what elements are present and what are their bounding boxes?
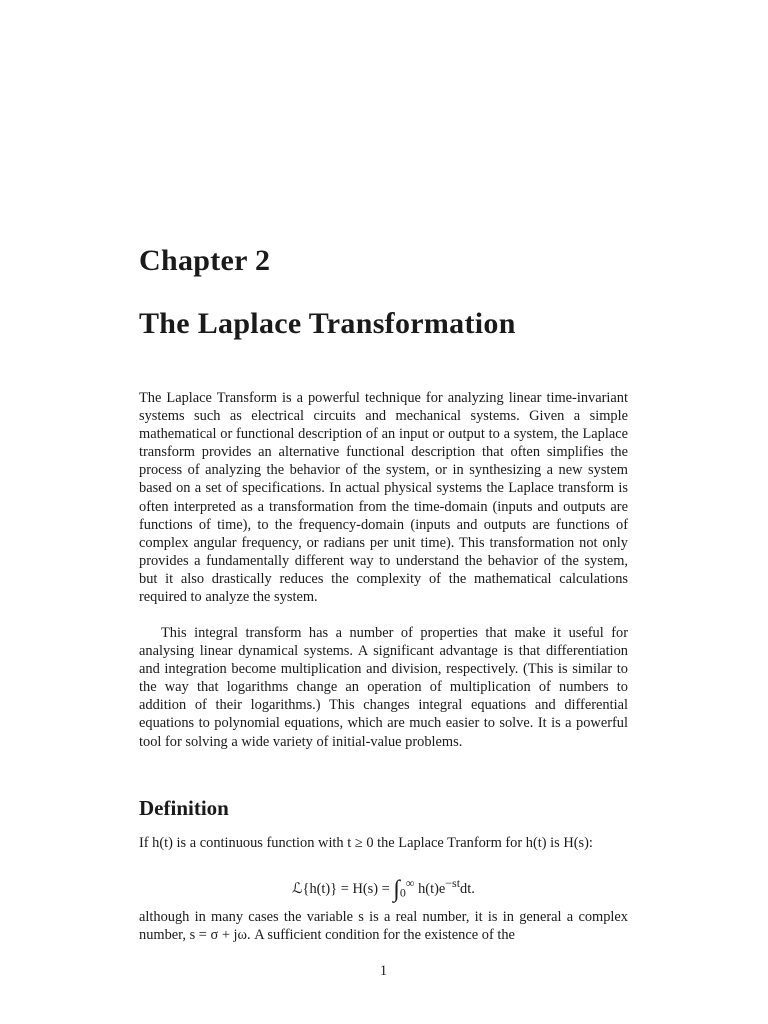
integral-upper-limit: ∞ <box>405 876 415 890</box>
definition-lead-text: If h(t) is a continuous function with t ≥ 0 the Laplace Tranform for h(t) is H(s): <box>139 835 593 851</box>
equation-differential: dt. <box>460 880 475 897</box>
integral-lower-limit: 0 <box>399 885 406 900</box>
integral-sign: ∫ <box>393 876 400 903</box>
laplace-equation <box>139 866 628 910</box>
intro-paragraph-2: This integral transform has a number of properties that make it useful for analysing linear dynamical systems. A significant advantage is that differentiation and integration become multiplication and division, respectively. (This is similar to the way that logarithms change an operation of multiplication of numbers to addition of their logarithms.) This changes integral equations and differential equations to polynomial equations, which are much easier to solve. It is a powerful tool for solving a wide variety of initial-value problems. <box>139 625 628 750</box>
chapter-label: Chapter 2 <box>139 244 271 277</box>
equation-integrand: h(t)e <box>418 880 446 897</box>
definition-follow-text: although in many cases the variable s is a real number, it is in general a complex number, s = σ + jω. A sufficient condition for the existence of the <box>139 909 628 944</box>
equation-lhs: ℒ{h(t)} = H(s) = <box>292 880 394 897</box>
chapter-title: The Laplace Transformation <box>139 307 516 340</box>
intro-paragraph-1: The Laplace Transform is a powerful technique for analyzing linear time-invariant systems such as electrical circuits and mechanical systems. Given a simple mathematical or functional description of an input or output to a system, the Laplace transform provides an alternative functional description that often simplifies the process of analyzing the behavior of the system, or in synthesizing a new system based on a set of specifications. In actual physical systems the Laplace transform is often interpreted as a transformation from the time-domain (inputs and outputs are functions of time), to the frequency-domain (inputs and outputs are functions of complex angular frequency, or radians per unit time). This transformation not only provides a fundamentally different way to understand the behavior of the system, but it also drastically reduces the complexity of the mathematical calculations required to analyze the system. <box>139 390 628 606</box>
equation-exponent: −st <box>445 876 461 890</box>
page-number: 1 <box>379 963 388 979</box>
section-heading-definition: Definition <box>139 796 229 820</box>
